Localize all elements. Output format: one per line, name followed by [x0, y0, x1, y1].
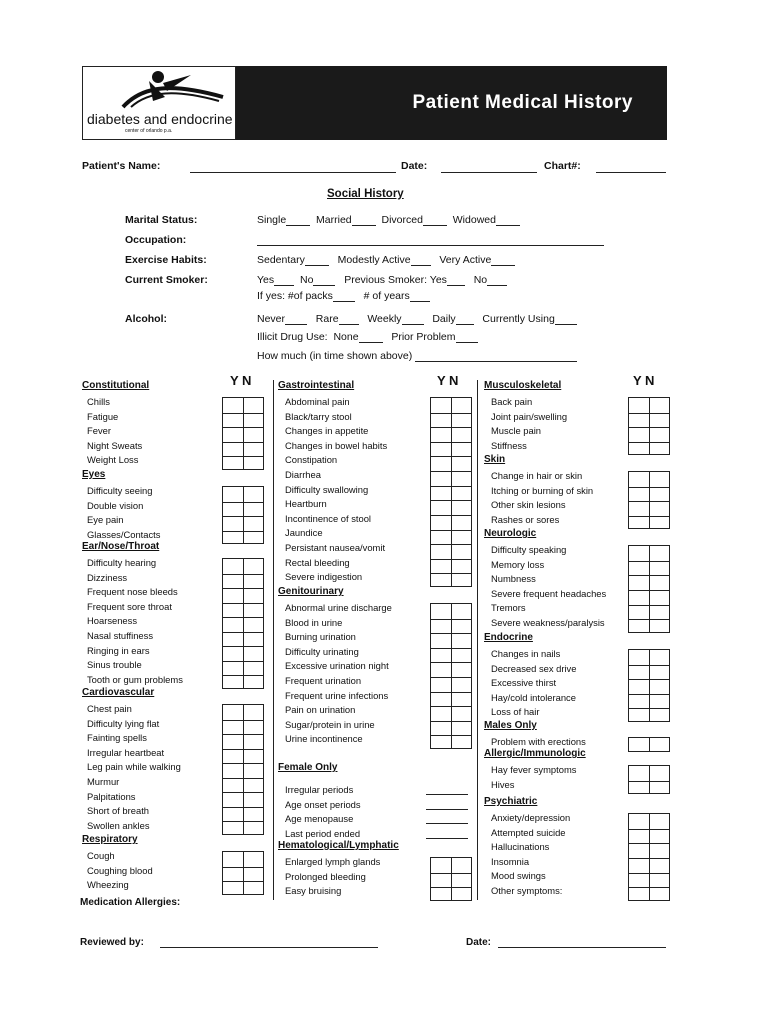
packs-field[interactable]	[333, 291, 355, 302]
checkbox-grid-males[interactable]	[628, 737, 670, 752]
occupation-label: Occupation:	[125, 234, 187, 246]
category-gi: Gastrointestinal	[278, 380, 355, 391]
alcohol-current: Currently Using	[482, 313, 555, 325]
item-skin-3: Rashes or sores	[491, 513, 560, 525]
item-psych-5: Other symptoms:	[491, 885, 563, 896]
packs-line	[257, 290, 430, 302]
item-cardio-7: Short of breath	[87, 805, 150, 817]
yn-header-col1: Y N	[230, 373, 252, 388]
item-neuro-5: Severe weakness/paralysis	[491, 617, 605, 628]
packs-label: If yes: #of packs	[257, 290, 333, 302]
item-neuro-0: Difficulty speaking	[491, 544, 567, 555]
item-psych-4: Mood swings	[491, 870, 546, 882]
logo	[82, 66, 236, 140]
item-gu-3: Difficulty urinating	[285, 645, 359, 657]
item-gi-7: Heartburn	[285, 498, 327, 510]
item-msk-1: Joint pain/swelling	[491, 410, 568, 422]
marital-single-field[interactable]	[286, 215, 310, 226]
item-skin-1: Itching or burning of skin	[491, 484, 594, 496]
item-resp-1: Coughing blood	[87, 864, 153, 876]
date-field[interactable]	[441, 172, 537, 173]
item-constitutional-4: Weight Loss	[87, 454, 139, 466]
item-endo-0: Changes in nails	[491, 648, 561, 659]
marital-options	[257, 214, 520, 226]
item-female-0: Irregular periods	[285, 784, 354, 795]
item-endo-1: Decreased sex drive	[491, 662, 577, 674]
marital-married-field[interactable]	[352, 215, 376, 226]
footer-date-label: Date:	[466, 937, 492, 948]
footer-date-field[interactable]	[498, 947, 666, 948]
alcohol-current-field[interactable]	[555, 314, 577, 325]
item-ent-2: Frequent nose bleeds	[87, 586, 178, 598]
checkbox-grid-constitutional[interactable]	[222, 397, 264, 470]
female-answer-line-3[interactable]	[426, 838, 468, 839]
item-psych-0: Anxiety/depression	[491, 812, 571, 823]
item-neuro-1: Memory loss	[491, 558, 545, 570]
smoker-options	[257, 274, 507, 286]
alcohol-rare-field[interactable]	[339, 314, 359, 325]
alcohol-weekly: Weekly	[367, 313, 402, 325]
category-skin: Skin	[484, 454, 506, 465]
exercise-very: Very Active	[439, 254, 492, 266]
item-cardio-4: Leg pain while walking	[87, 761, 181, 773]
item-gu-1: Blood in urine	[285, 616, 343, 628]
item-cardio-3: Irregular heartbeat	[87, 746, 165, 758]
prev-smoker-label: Previous Smoker:	[344, 274, 428, 286]
marital-label: Marital Status:	[125, 214, 198, 226]
marital-divorced: Divorced	[381, 214, 423, 226]
alcohol-options	[257, 313, 577, 325]
checkbox-grid-neuro[interactable]	[628, 545, 670, 633]
category-gu: Genitourinary	[278, 586, 344, 597]
drug-prior: Prior Problem	[391, 331, 456, 343]
chart-label: Chart#:	[544, 160, 581, 172]
female-answer-line-0[interactable]	[426, 794, 468, 795]
item-msk-3: Stiffness	[491, 439, 527, 451]
category-eyes: Eyes	[82, 469, 106, 480]
checkbox-grid-endo[interactable]	[628, 649, 670, 722]
alcohol-weekly-field[interactable]	[402, 314, 424, 325]
item-ent-7: Sinus trouble	[87, 659, 142, 671]
patient-name-label: Patient's Name:	[82, 160, 161, 172]
item-gi-11: Rectal bleeding	[285, 556, 350, 568]
item-males-0: Problem with erections	[491, 736, 586, 747]
date-label: Date:	[401, 160, 428, 172]
item-msk-2: Muscle pain	[491, 425, 542, 437]
checkbox-grid-allergic[interactable]	[628, 765, 670, 794]
item-constitutional-2: Fever	[87, 425, 111, 437]
female-answer-line-2[interactable]	[426, 823, 468, 824]
item-skin-0: Change in hair or skin	[491, 470, 583, 481]
smoker-no: No	[299, 274, 314, 286]
item-cardio-0: Chest pain	[87, 703, 132, 714]
howmuch-line	[257, 350, 577, 362]
logo-text: diabetes and endocrine	[87, 111, 233, 127]
category-allergic: Allergic/Immunologic	[484, 748, 586, 759]
item-resp-2: Wheezing	[87, 879, 129, 891]
item-gi-12: Severe indigestion	[285, 571, 363, 583]
item-heme-1: Prolonged bleeding	[285, 870, 366, 882]
column-divider-2	[477, 380, 478, 900]
category-psych: Psychiatric	[484, 796, 538, 807]
occupation-field[interactable]	[257, 245, 604, 246]
item-gi-2: Changes in appetite	[285, 425, 369, 437]
item-resp-0: Cough	[87, 850, 115, 861]
column-divider-1	[273, 380, 274, 900]
exercise-modest-field[interactable]	[411, 255, 431, 266]
item-gi-6: Difficulty swallowing	[285, 483, 369, 495]
item-cardio-5: Murmur	[87, 776, 120, 787]
howmuch-field[interactable]	[415, 351, 577, 362]
category-female: Female Only	[278, 762, 338, 773]
marital-divorced-field[interactable]	[423, 215, 447, 226]
smoker-no-field[interactable]	[313, 275, 335, 286]
item-ent-0: Difficulty hearing	[87, 557, 157, 568]
howmuch-label: How much (in time shown above)	[257, 350, 413, 362]
item-constitutional-3: Night Sweats	[87, 439, 143, 451]
reviewed-by-label: Reviewed by:	[80, 937, 144, 948]
exercise-options	[257, 254, 515, 266]
reviewed-by-field[interactable]	[160, 947, 378, 948]
checkbox-grid-ent[interactable]	[222, 558, 264, 689]
smoker-label: Current Smoker:	[125, 274, 208, 286]
item-gu-8: Sugar/protein in urine	[285, 718, 375, 730]
checkbox-grid-gu[interactable]	[430, 603, 472, 749]
item-gi-10: Persistant nausea/vomit	[285, 542, 386, 553]
smoker-yes: Yes	[257, 274, 275, 286]
exercise-sedentary-field[interactable]	[305, 255, 329, 266]
alcohol-never-field[interactable]	[285, 314, 307, 325]
item-cardio-8: Swollen ankles	[87, 819, 150, 831]
item-gu-0: Abnormal urine discharge	[285, 602, 392, 613]
item-gi-8: Incontinence of stool	[285, 512, 371, 524]
item-gi-5: Diarrhea	[285, 469, 321, 480]
item-constitutional-1: Fatigue	[87, 410, 119, 422]
exercise-label: Exercise Habits:	[125, 254, 207, 266]
item-gu-7: Pain on urination	[285, 704, 356, 716]
title-bar	[236, 66, 667, 140]
item-heme-2: Easy bruising	[285, 885, 342, 897]
checkbox-grid-msk[interactable]	[628, 397, 670, 455]
item-constitutional-0: Chills	[87, 396, 110, 407]
item-cardio-2: Fainting spells	[87, 732, 147, 744]
drug-prior-field[interactable]	[456, 332, 478, 343]
item-allergic-0: Hay fever symptoms	[491, 764, 577, 775]
yn-header-col3: Y N	[633, 373, 655, 388]
item-female-1: Age onset periods	[285, 798, 361, 810]
category-neuro: Neurologic	[484, 528, 537, 539]
item-eyes-1: Double vision	[87, 499, 144, 511]
item-ent-5: Nasal stuffiness	[87, 630, 154, 641]
item-ent-1: Dizziness	[87, 571, 128, 583]
drug-none: None	[333, 331, 359, 343]
item-ent-6: Ringing in ears	[87, 644, 150, 656]
checkbox-grid-cardio[interactable]	[222, 704, 264, 835]
category-constitutional: Constitutional	[82, 380, 150, 391]
item-ent-4: Hoarseness	[87, 615, 138, 627]
years-label: # of years	[363, 290, 410, 302]
prev-smoker-no-field[interactable]	[487, 275, 507, 286]
drug-line	[257, 331, 478, 343]
drug-label: Illicit Drug Use:	[257, 331, 328, 343]
item-gu-2: Burning urination	[285, 631, 356, 643]
item-gu-5: Frequent urination	[285, 675, 362, 686]
item-eyes-3: Glasses/Contacts	[87, 528, 161, 540]
alcohol-daily-field[interactable]	[456, 314, 474, 325]
item-cardio-1: Difficulty lying flat	[87, 717, 160, 729]
item-psych-2: Hallucinations	[491, 841, 550, 853]
alcohol-never: Never	[257, 313, 286, 325]
yn-header-col2: Y N	[437, 373, 459, 388]
checkbox-grid-psych[interactable]	[628, 813, 670, 901]
years-field[interactable]	[410, 291, 430, 302]
item-psych-3: Insomnia	[491, 855, 530, 867]
item-psych-1: Attempted suicide	[491, 826, 566, 838]
item-gu-4: Excessive urination night	[285, 660, 389, 672]
item-allergic-1: Hives	[491, 778, 515, 790]
smoker-yes-field[interactable]	[274, 275, 294, 286]
exercise-very-field[interactable]	[491, 255, 515, 266]
category-heme: Hematological/Lymphatic	[278, 840, 399, 851]
chart-field[interactable]	[596, 172, 666, 173]
checkbox-grid-eyes[interactable]	[222, 486, 264, 544]
medication-allergies-label: Medication Allergies:	[80, 897, 181, 908]
checkbox-grid-skin[interactable]	[628, 471, 670, 529]
item-gi-3: Changes in bowel habits	[285, 439, 388, 451]
category-msk: Musculoskeletal	[484, 380, 562, 391]
female-answer-line-1[interactable]	[426, 809, 468, 810]
page-title: Patient Medical History	[412, 92, 633, 113]
item-neuro-3: Severe frequent headaches	[491, 587, 607, 599]
exercise-modest: Modestly Active	[337, 254, 411, 266]
item-eyes-2: Eye pain	[87, 514, 124, 526]
item-neuro-2: Numbness	[491, 573, 536, 585]
item-msk-0: Back pain	[491, 396, 533, 407]
prev-smoker-yes-field[interactable]	[447, 275, 465, 286]
category-cardio: Cardiovascular	[82, 687, 155, 698]
prev-smoker-yes: Yes	[429, 274, 447, 286]
item-female-2: Age menopause	[285, 813, 354, 825]
marital-widowed: Widowed	[452, 214, 496, 226]
item-gi-9: Jaundice	[285, 527, 323, 539]
item-cardio-6: Palpitations	[87, 790, 136, 802]
prev-smoker-no: No	[473, 274, 488, 286]
item-endo-3: Hay/cold intolerance	[491, 691, 576, 703]
alcohol-label: Alcohol:	[125, 313, 167, 325]
category-males: Males Only	[484, 720, 537, 731]
item-female-3: Last period ended	[285, 827, 361, 839]
category-endo: Endocrine	[484, 632, 533, 643]
item-skin-2: Other skin lesions	[491, 499, 566, 511]
item-gi-4: Constipation	[285, 454, 338, 466]
item-gi-0: Abdominal pain	[285, 396, 350, 407]
item-neuro-4: Tremors	[491, 602, 526, 614]
item-ent-3: Frequent sore throat	[87, 600, 172, 612]
category-ent: Ear/Nose/Throat	[82, 541, 160, 552]
logo-subtext: center of orlando p.a.	[125, 128, 173, 134]
checkbox-grid-heme[interactable]	[430, 857, 472, 901]
marital-single: Single	[257, 214, 287, 226]
category-resp: Respiratory	[82, 834, 138, 845]
marital-married: Married	[316, 214, 352, 226]
patient-name-field[interactable]	[190, 172, 396, 173]
item-gu-6: Frequent urine infections	[285, 689, 389, 701]
item-eyes-0: Difficulty seeing	[87, 485, 153, 496]
checkbox-grid-gi[interactable]	[430, 397, 472, 587]
item-endo-4: Loss of hair	[491, 706, 540, 718]
exercise-sedentary: Sedentary	[257, 254, 305, 266]
item-ent-8: Tooth or gum problems	[87, 673, 183, 685]
logo-figure-icon	[83, 67, 235, 111]
social-history-title: Social History	[327, 188, 404, 200]
drug-none-field[interactable]	[359, 332, 383, 343]
item-gi-1: Black/tarry stool	[285, 410, 352, 422]
alcohol-rare: Rare	[315, 313, 339, 325]
item-heme-0: Enlarged lymph glands	[285, 856, 381, 867]
checkbox-grid-resp[interactable]	[222, 851, 264, 895]
marital-widowed-field[interactable]	[496, 215, 520, 226]
alcohol-daily: Daily	[432, 313, 456, 325]
item-endo-2: Excessive thirst	[491, 677, 557, 689]
item-gu-9: Urine incontinence	[285, 733, 363, 745]
